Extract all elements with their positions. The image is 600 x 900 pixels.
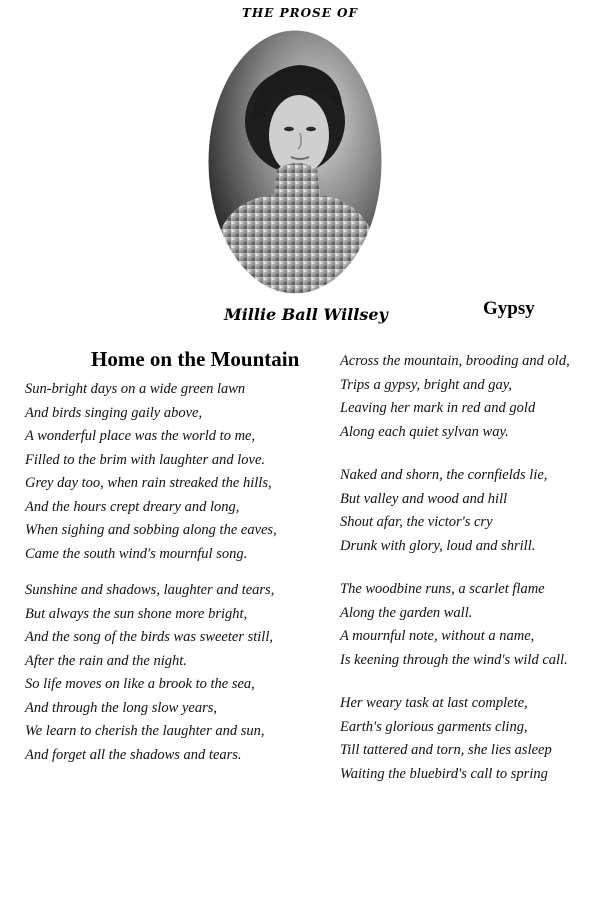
poem-line: A wonderful place was the world to me,	[25, 428, 256, 444]
poem-line: When sighing and sobbing along the eaves,	[25, 522, 277, 538]
poem-line: After the rain and the night.	[25, 652, 187, 669]
poem-gypsy	[340, 350, 595, 786]
poem-line: Sunshine and shadows, laughter and tears,	[25, 582, 275, 598]
poem-title-home-on-the-mountain: Home on the Mountain	[91, 347, 300, 371]
poem-line: And forget all the shadows and tears.	[25, 746, 242, 763]
poem-home-on-the-mountain	[25, 378, 325, 767]
poem-line: We learn to cherish the laughter and sun,	[25, 723, 265, 739]
stanza-break	[25, 566, 325, 579]
poem-line: Leaving her mark in red and gold	[340, 400, 536, 416]
poem-line: Naked and shorn, the cornfields lie,	[340, 467, 548, 483]
stanza-break	[340, 558, 595, 578]
poem-line: Drunk with glory, loud and shrill.	[340, 537, 536, 554]
poem-title-gypsy: Gypsy	[483, 298, 535, 319]
author-name: Millie Ball Willsey	[224, 305, 388, 324]
stanza-break	[340, 444, 595, 464]
poem-line: Shout afar, the victor's cry	[340, 514, 493, 530]
poem-line: Filled to the brim with laughter and love.	[25, 451, 266, 468]
poem-line: Along the garden wall.	[340, 604, 473, 621]
stanza-break	[340, 672, 595, 692]
poem-line: So life moves on like a brook to the sea,	[25, 676, 255, 692]
poem-line: Along each quiet sylvan way.	[340, 423, 509, 440]
poem-line: And the song of the birds was sweeter still,	[25, 629, 273, 645]
poem-line: And the hours crept dreary and long,	[25, 498, 240, 515]
poem-line: Across the mountain, brooding and old,	[340, 353, 570, 369]
poem-line: Trips a gypsy, bright and gay,	[340, 376, 513, 393]
poem-line: Is keening through the wind's wild call.	[340, 651, 568, 668]
poem-line: Till tattered and torn, she lies asleep	[340, 742, 552, 758]
poem-line: Grey day too, when rain streaked the hills,	[25, 475, 272, 491]
poem-line: Sun-bright days on a wide green lawn	[25, 381, 246, 397]
portrait-photo	[207, 29, 383, 295]
poem-line: Came the south wind's mournful song.	[25, 545, 248, 562]
page-header: THE PROSE OF	[241, 6, 358, 20]
poem-line: But valley and wood and hill	[340, 490, 508, 507]
poem-line: A mournful note, without a name,	[340, 628, 535, 644]
poem-line: But always the sun shone more bright,	[25, 605, 248, 622]
poem-line: The woodbine runs, a scarlet flame	[340, 581, 545, 597]
poem-line: Her weary task at last complete,	[340, 695, 528, 711]
poem-line: And through the long slow years,	[25, 699, 217, 716]
portrait-icon	[207, 29, 383, 295]
poem-line: Waiting the bluebird's call to spring	[340, 765, 548, 782]
poem-line: Earth's glorious garments cling,	[340, 718, 528, 735]
poem-line: And birds singing gaily above,	[25, 404, 203, 421]
